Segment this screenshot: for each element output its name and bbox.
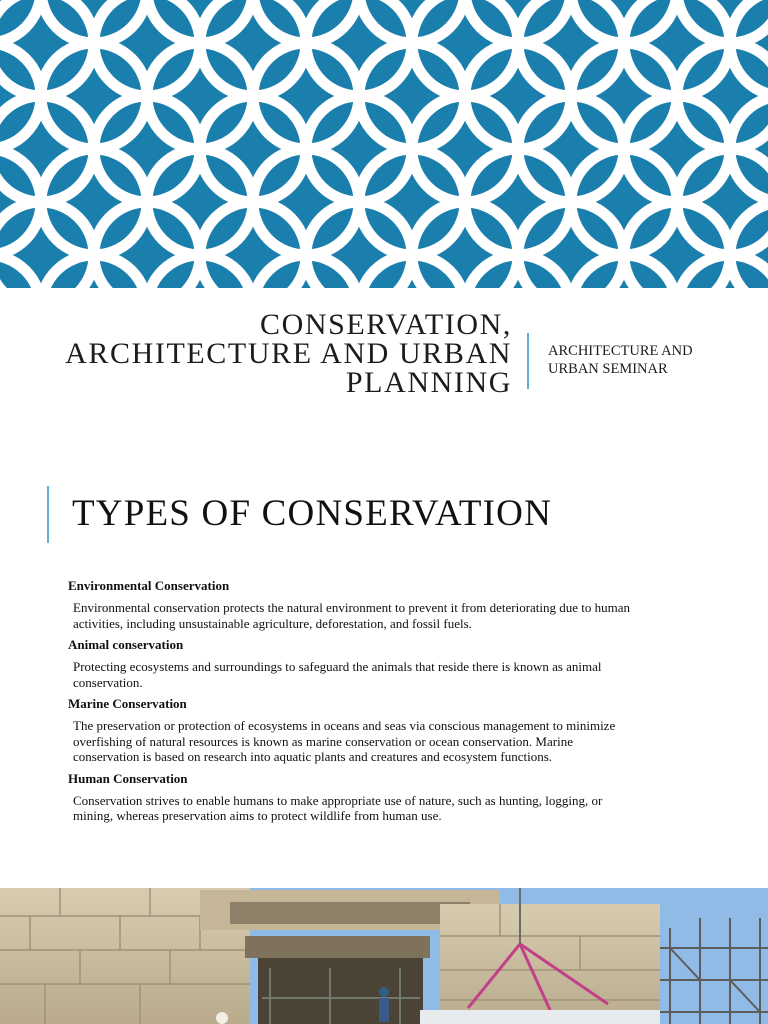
ruins-restoration-photo (0, 888, 768, 1024)
list-item (68, 637, 688, 690)
section-heading: TYPES OF CONSERVATION (72, 493, 553, 534)
title-line: PLANNING (345, 366, 512, 399)
list-item (68, 771, 688, 824)
decorative-pattern-banner (0, 0, 768, 288)
section-divider (47, 486, 49, 543)
list-item (68, 578, 688, 631)
presentation-title (0, 310, 512, 397)
type-description: Protecting ecosystems and surroundings to safeguard the animals that reside there is known as animal conservation. (73, 659, 602, 690)
list-item (68, 696, 688, 765)
type-title: Human Conservation (68, 770, 188, 786)
type-title: Environmental Conservation (68, 578, 230, 593)
title-line: ARCHITECTURE AND URBAN (65, 337, 512, 370)
presentation-subtitle (548, 342, 748, 378)
type-title: Animal conservation (68, 637, 184, 652)
type-description: Conservation strives to enable humans to make appropriate use of nature, such as hunting, logging, or mining, whereas preservation aims to protect wildlife from human use. (73, 792, 603, 823)
title-divider (527, 333, 529, 389)
type-description: The preservation or protection of ecosystems in oceans and seas via conscious management to minimize overfishing of natural resources is known as marine conservation or ocean conservation. Marine conservation is based on research into aquatic plants and creatures and ecosystem functions. (73, 718, 616, 764)
conservation-types-list (68, 578, 688, 830)
subtitle-line: ARCHITECTURE AND (548, 343, 693, 359)
title-line: CONSERVATION, (259, 308, 512, 341)
type-description: Environmental conservation protects the natural environment to prevent it from deteriorating due to human activities, including unsustainable agriculture, deforestation, and fossil fuels. (73, 600, 631, 631)
type-title: Marine Conservation (68, 696, 187, 711)
subtitle-line: URBAN SEMINAR (548, 361, 668, 377)
